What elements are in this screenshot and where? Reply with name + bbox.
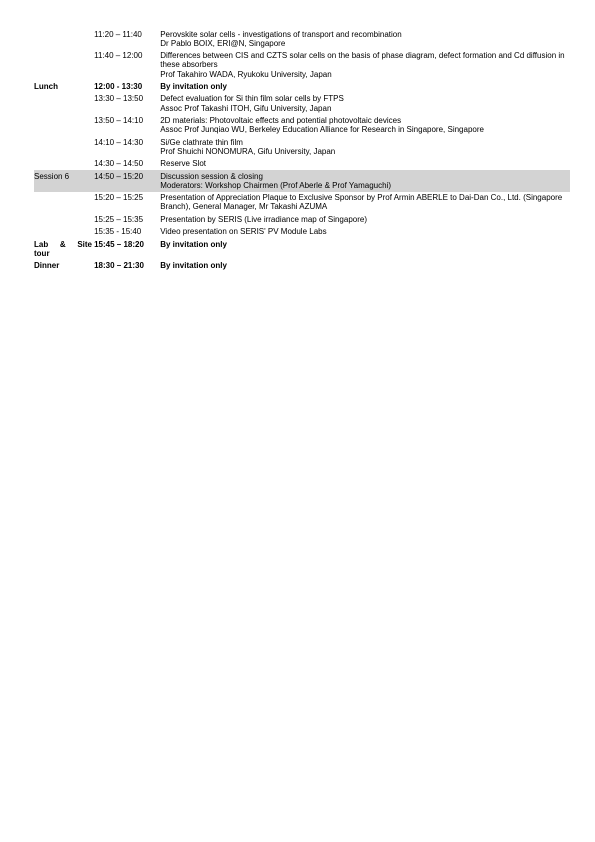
speaker: Prof Takahiro WADA, Ryukoku University, Japan <box>160 69 332 79</box>
session-label <box>34 192 94 214</box>
session-label: Dinner <box>34 261 60 271</box>
time-slot: 18:30 – 21:30 <box>94 261 144 271</box>
talk-title: 2D materials: Photovoltaic effects and potential photovoltaic devices <box>160 115 402 125</box>
talk-title: Differences between CIS and CZTS solar cells on the basis of phase diagram, defect formation and Cd diffusion in these absorbers <box>160 51 565 70</box>
time-slot: 15:20 – 15:25 <box>94 193 144 203</box>
table-row <box>34 50 570 81</box>
session-description <box>160 260 570 272</box>
talk-title: Presentation of Appreciation Plaque to Exclusive Sponsor by Prof Armin ABERLE to Dai-Dan Co., Ltd. (Singapore Branch), General Manager, Mr Takashi AZUMA <box>160 193 563 212</box>
table-row <box>34 114 570 136</box>
table-row <box>34 158 570 170</box>
label-word: Site <box>77 239 92 249</box>
table-row <box>34 260 570 272</box>
table-row <box>34 80 570 92</box>
talk-title: Defect evaluation for Si thin film solar cells by FTPS <box>160 94 344 104</box>
program-page <box>34 28 570 272</box>
time-slot: 11:20 – 11:40 <box>94 29 142 39</box>
invitation-note: By invitation only <box>160 261 227 271</box>
session-label-line-2: tour <box>34 248 50 258</box>
session-description <box>160 93 570 115</box>
time-slot: 14:50 – 15:20 <box>94 170 160 192</box>
label-word: & <box>59 239 66 249</box>
talk-title: Video presentation on SERIS' PV Module Labs <box>160 227 327 237</box>
talk-title: Si/Ge clathrate thin film <box>160 137 243 147</box>
session-label: Session 6 <box>34 170 94 192</box>
session-label <box>34 93 94 115</box>
session-label <box>34 238 94 260</box>
session-description <box>160 50 570 81</box>
speaker: Assoc Prof Takashi ITOH, Gifu University, Japan <box>160 103 332 113</box>
time-slot: 14:30 – 14:50 <box>94 159 144 169</box>
session-description <box>160 80 570 92</box>
session-label <box>34 114 94 136</box>
table-row <box>34 226 570 238</box>
session-label: Lunch <box>34 81 58 91</box>
time-slot: 14:10 – 14:30 <box>94 137 144 147</box>
session-label <box>34 213 94 225</box>
label-word: Lab <box>34 239 49 249</box>
time-slot: 15:25 – 15:35 <box>94 214 144 224</box>
invitation-note: By invitation only <box>160 81 227 91</box>
table-row <box>34 28 570 50</box>
time-slot: 12:00 - 13:30 <box>94 81 143 91</box>
session-label-line-1 <box>34 240 92 249</box>
speaker: Prof Shuichi NONOMURA, Gifu University, Japan <box>160 146 336 156</box>
speaker: Assoc Prof Junqiao WU, Berkeley Education Alliance for Research in Singapore, Singapore <box>160 125 484 135</box>
talk-title: Perovskite solar cells - investigations of transport and recombination <box>160 29 402 39</box>
session-description <box>160 213 570 225</box>
talk-title: Reserve Slot <box>160 159 207 169</box>
speaker: Dr Pablo BOIX, ERI@N, Singapore <box>160 38 286 48</box>
program-table <box>34 28 570 272</box>
table-row <box>34 192 570 214</box>
table-row <box>34 93 570 115</box>
time-slot: 15:45 – 18:20 <box>94 239 144 249</box>
table-row <box>34 170 570 192</box>
time-slot: 13:30 – 13:50 <box>94 94 144 104</box>
session-description <box>160 136 570 158</box>
time-slot: 15:35 - 15:40 <box>94 227 142 237</box>
session-label <box>34 226 94 238</box>
moderators: Moderators: Workshop Chairmen (Prof Aberle & Prof Yamaguchi) <box>160 180 391 190</box>
time-slot: 13:50 – 14:10 <box>94 115 144 125</box>
table-row <box>34 213 570 225</box>
session-label <box>34 50 94 81</box>
table-row <box>34 238 570 260</box>
session-label <box>34 136 94 158</box>
time-slot: 11:40 – 12:00 <box>94 51 143 61</box>
talk-title: Presentation by SERIS (Live irradiance map of Singapore) <box>160 214 367 224</box>
talk-title: Discussion session & closing <box>160 171 263 181</box>
session-description <box>160 28 570 50</box>
session-description <box>160 158 570 170</box>
session-label <box>34 158 94 170</box>
session-description <box>160 226 570 238</box>
session-description <box>160 192 570 214</box>
session-description <box>160 170 570 192</box>
session-description <box>160 238 570 260</box>
invitation-note: By invitation only <box>160 239 227 249</box>
session-description <box>160 114 570 136</box>
session-label <box>34 28 94 50</box>
table-row <box>34 136 570 158</box>
